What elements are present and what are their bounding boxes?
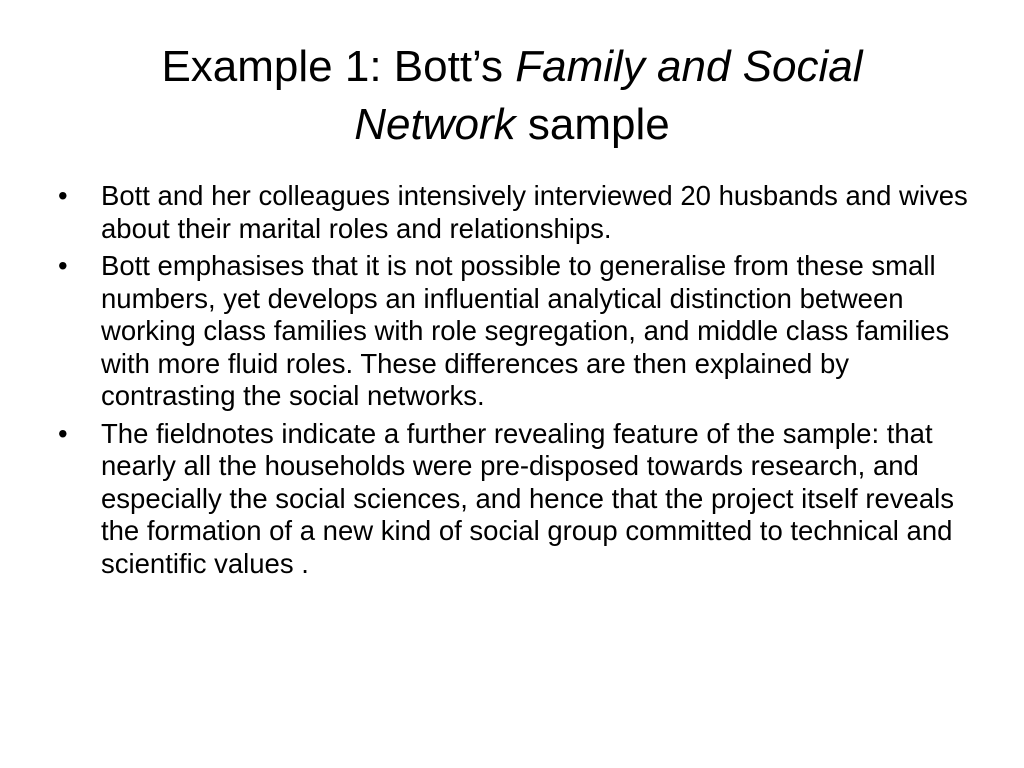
bullet-text: The fieldnotes indicate a further revealing feature of the sample: that nearly all the households were pre-disposed towards research, and especially the social sciences, and hence that the project itself reveals the formation of a new kind of social group committed to technical and scientific values . (101, 417, 954, 579)
title-prefix: Example 1: Bott’s (161, 42, 516, 91)
bullet-marker: • (58, 250, 68, 281)
title-italic-line2: Network (354, 100, 516, 149)
bullet-item (58, 250, 968, 413)
bullet-marker: • (58, 417, 68, 449)
title-suffix: sample (515, 100, 670, 149)
bullet-marker: • (58, 180, 68, 211)
title-italic-line1: Family and Social (515, 42, 863, 91)
bullet-list (58, 180, 968, 585)
bullet-text: Bott emphasises that it is not possible to generalise from these small numbers, yet develops an influential analytical distinction between working class families with role segregation, and middle class families with more fluid roles. These differences are then explained by contrasting the social networks. (101, 250, 950, 411)
bullet-item (58, 418, 968, 581)
slide-title (60, 38, 964, 154)
bullet-item (58, 180, 968, 245)
bullet-text: Bott and her colleagues intensively interviewed 20 husbands and wives about their marital roles and relationships. (101, 180, 968, 244)
